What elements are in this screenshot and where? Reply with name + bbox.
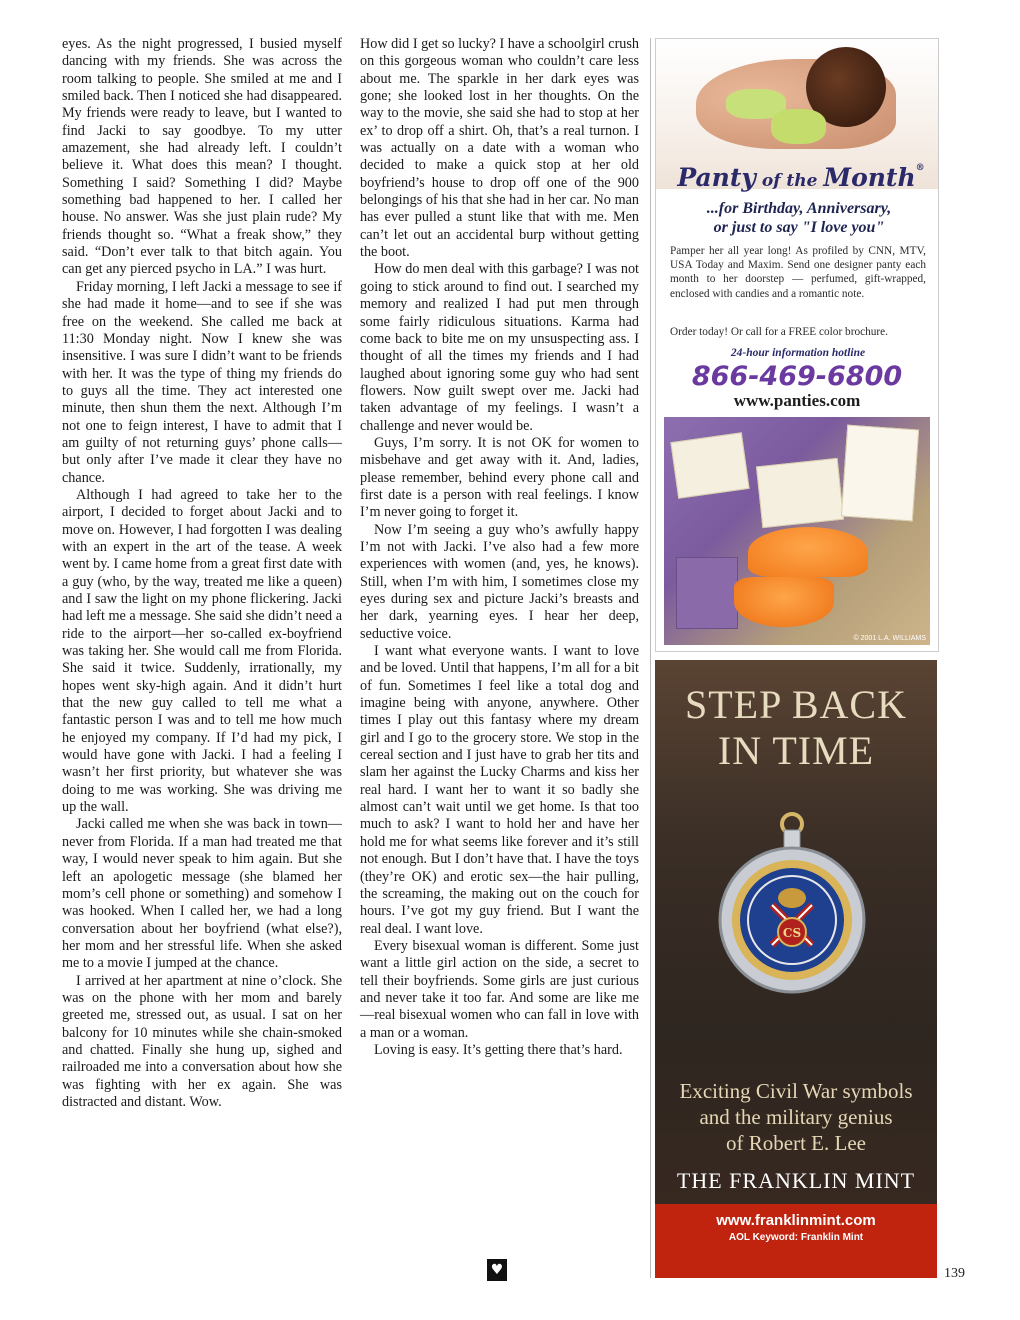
paragraph: I arrived at her apartment at nine o’clock. She was on the phone with her mom and barely greeted me, stressed out, as usual. I sat on her balcony for 10 minutes while she chain-smoked and chatted. Finally she hung up, sighed and railroaded me into a conversation about how she was fighting with her ex again. She was distracted and distant. Wow. (62, 972, 342, 1110)
ad-hotline-label: 24-hour information hotline (730, 347, 866, 359)
ad-body-text: Pamper her all year long! As profiled by CNN, MTV, USA Today and Maxim. Send one designer panty each month to her doorstep — perfumed, gift-wrapped, enclosed with candies and a romantic note. (670, 245, 926, 300)
playboy-bunny-icon: ♥ (487, 1259, 507, 1281)
photo-copyright: © 2001 L.A. WILLIAMS (853, 635, 926, 642)
product-photo (664, 417, 930, 645)
article-column-2 (360, 36, 639, 1059)
paragraph: Loving is easy. It’s getting there that’s hard. (374, 1041, 623, 1058)
article-column-1 (62, 36, 342, 1111)
paragraph: Friday morning, I left Jacki a message to see if she had made it home—and to see if she was free on the weekend. She called me back at 11:30 Monday night. Now I knew she was insensitive. I was sure I didn’t want to be friends with her. It was the type of thing my friends do to guys all the time. They act interested one minute, then shun them the next. Although I’m not one to feign interest, I have to admit that I am guilty of not returning guys’ phone calls—but only after I’ve made it clear they have no chance. (62, 278, 342, 486)
page-number: 139 (944, 1266, 965, 1281)
paragraph: Every bisexual woman is different. Some just want a little girl action on the side, a secret to tell their boyfriends. Some girls are just curious and never take it too far. And some are like me—real bisexual women who can fall in love with a man or a woman. (360, 937, 639, 1041)
ad-title: Panty of the Month® (677, 163, 925, 192)
franklin-mint-ad[interactable] (655, 660, 937, 1278)
pocket-watch-icon (717, 810, 867, 995)
ad-website-link[interactable]: www.franklinmint.com (716, 1212, 876, 1229)
ad-subheading: ...for Birthday, Anniversary, or just to say "I love you" (706, 200, 892, 236)
ad-copy: Exciting Civil War symbols and the military genius of Robert E. Lee (679, 1079, 913, 1155)
paragraph: How did I get so lucky? I have a schoolgirl crush on this gorgeous woman who couldn’t care less about me. The sparkle in her dark eyes was gone; she looked lost in her thoughts. On the way to the movie, she said she had to stop at her ex’ to drop off a shirt. Oh, that’s a real turnon. I was actually on a date with a woman who decided to make a quick stop at her old boyfriend’s house to drop off one of the 900 belongings of his that she had in her car. No man has ever pulled a stunt like that with me. Men can’t let out an accidental burp without getting the boot. (360, 36, 639, 261)
panty-of-the-month-ad[interactable] (655, 38, 939, 652)
ad-website-link[interactable]: www.panties.com (733, 391, 861, 410)
brand-name: THE FRANKLIN MINT (676, 1168, 916, 1193)
paragraph: Now I’m seeing a guy who’s awfully happy I’m not with Jacki. I’ve also had a few more experiences with women (and, yes, he knows). Still, when I’m with him, I sometimes close my eyes during sex and picture Jacki’s breasts and her dark, yearning eyes. I hear her deep, seductive voice. (360, 521, 639, 642)
ad-headline: STEP BACK IN TIME (684, 682, 907, 773)
paragraph: Although I had agreed to take her to the airport, I decided to forget about Jacki and to move on. However, I had forgotten I was dealing with an expert in the art of the tease. A week went by. I came home from a great first date with a guy (who, by the way, treated me like a queen) and I saw the light on my phone flickering. Jacki had left me a message. She said she didn’t need a ride to the airport—her so-called ex-boyfriend was taking her. She would call me from Florida. She said it twice. Suddenly, irrationally, my hopes went sky-high again. And it didn’t hurt that the new guy called to tell me what a fantastic person I was and to tell me how much he enjoyed my company. If I’d had my pick, I would have gone with Jacki. I had a feeling I wasn’t her first priority, but whatever she was doing to me was working. She was driving me up the wall. (62, 486, 342, 816)
ad-phone-number[interactable]: 866-469-6800 (691, 361, 903, 392)
paragraph: Jacki called me when she was back in town—never from Florida. If a man had treated me that way, I would never speak to him again. But she left an apologetic message (she blamed her mom’s cell phone or something) and somehow I was hooked. When I called her, we had a long conversation about her boyfriend (what else?), her mom and her stressful life. When she asked me to a movie I jumped at the chance. (62, 816, 342, 972)
paragraph: I want what everyone wants. I want to love and be loved. Until that happens, I’m all for a bit of fun. Sometimes I feel like a total dog and imagine being with anyone, anywhere. Other times I play out this fantasy where my dream girl and I go to the grocery store. We stop in the cereal section and I just have to grab her tits and slam her against the Lucky Charms and kiss her real hard. I want her to want it so badly she almost can’t wait until we get home. Is that too much to ask? I want to hold her and have her hold me for what seems like forever and it’s still not enough. But I don’t have that. I have the toys (they’re OK) and erotic sex—the hair pulling, the screaming, the making out on the couch for hours. I’ve got my guy friend. But I want the real deal. I want love. (360, 643, 639, 937)
watch-badge: CS (782, 926, 802, 940)
paragraph: eyes. As the night progressed, I busied myself dancing with my friends. She was across the room talking to people. She smiled at me and I smiled back. Then I noticed she had disappeared. My friends were ready to leave, but I wanted to find Jacki to say goodbye. To my utter amazement, she had already left. I couldn’t believe it. What does this mean? I thought. Something I said? Something I did? Maybe something bad happened to her. I called her house. No answer. Was she just plain rude? My friends thought so. “What a freak show,” they said. “Don’t ever talk to that bitch again. You can get any pierced psycho in LA.” I was hurt. (62, 36, 342, 278)
column-divider (650, 38, 651, 1278)
paragraph: Guys, I’m sorry. It is not OK for women to misbehave and get away with it. And, ladies, please remember, behind every phone call and first date is a person with real feelings. I know I’m never going to forget it. (360, 434, 639, 521)
aol-keyword: AOL Keyword: Franklin Mint (728, 1232, 864, 1243)
paragraph: How do men deal with this garbage? I was not going to stick around to find out. I searched my memory and realized I had put men through some fairly ridiculous situations. Karma had come back to bite me on my unsuspecting ass. I thought of all the times my friends and I had laughed about ignoring some guy who had sent flowers. Now guilt swept over me. Jacki had taken advantage of my feelings. I wasn’t a challenge and never would be. (360, 261, 639, 434)
ad-order-text: Order today! Or call for a FREE color brochure. (670, 326, 889, 338)
